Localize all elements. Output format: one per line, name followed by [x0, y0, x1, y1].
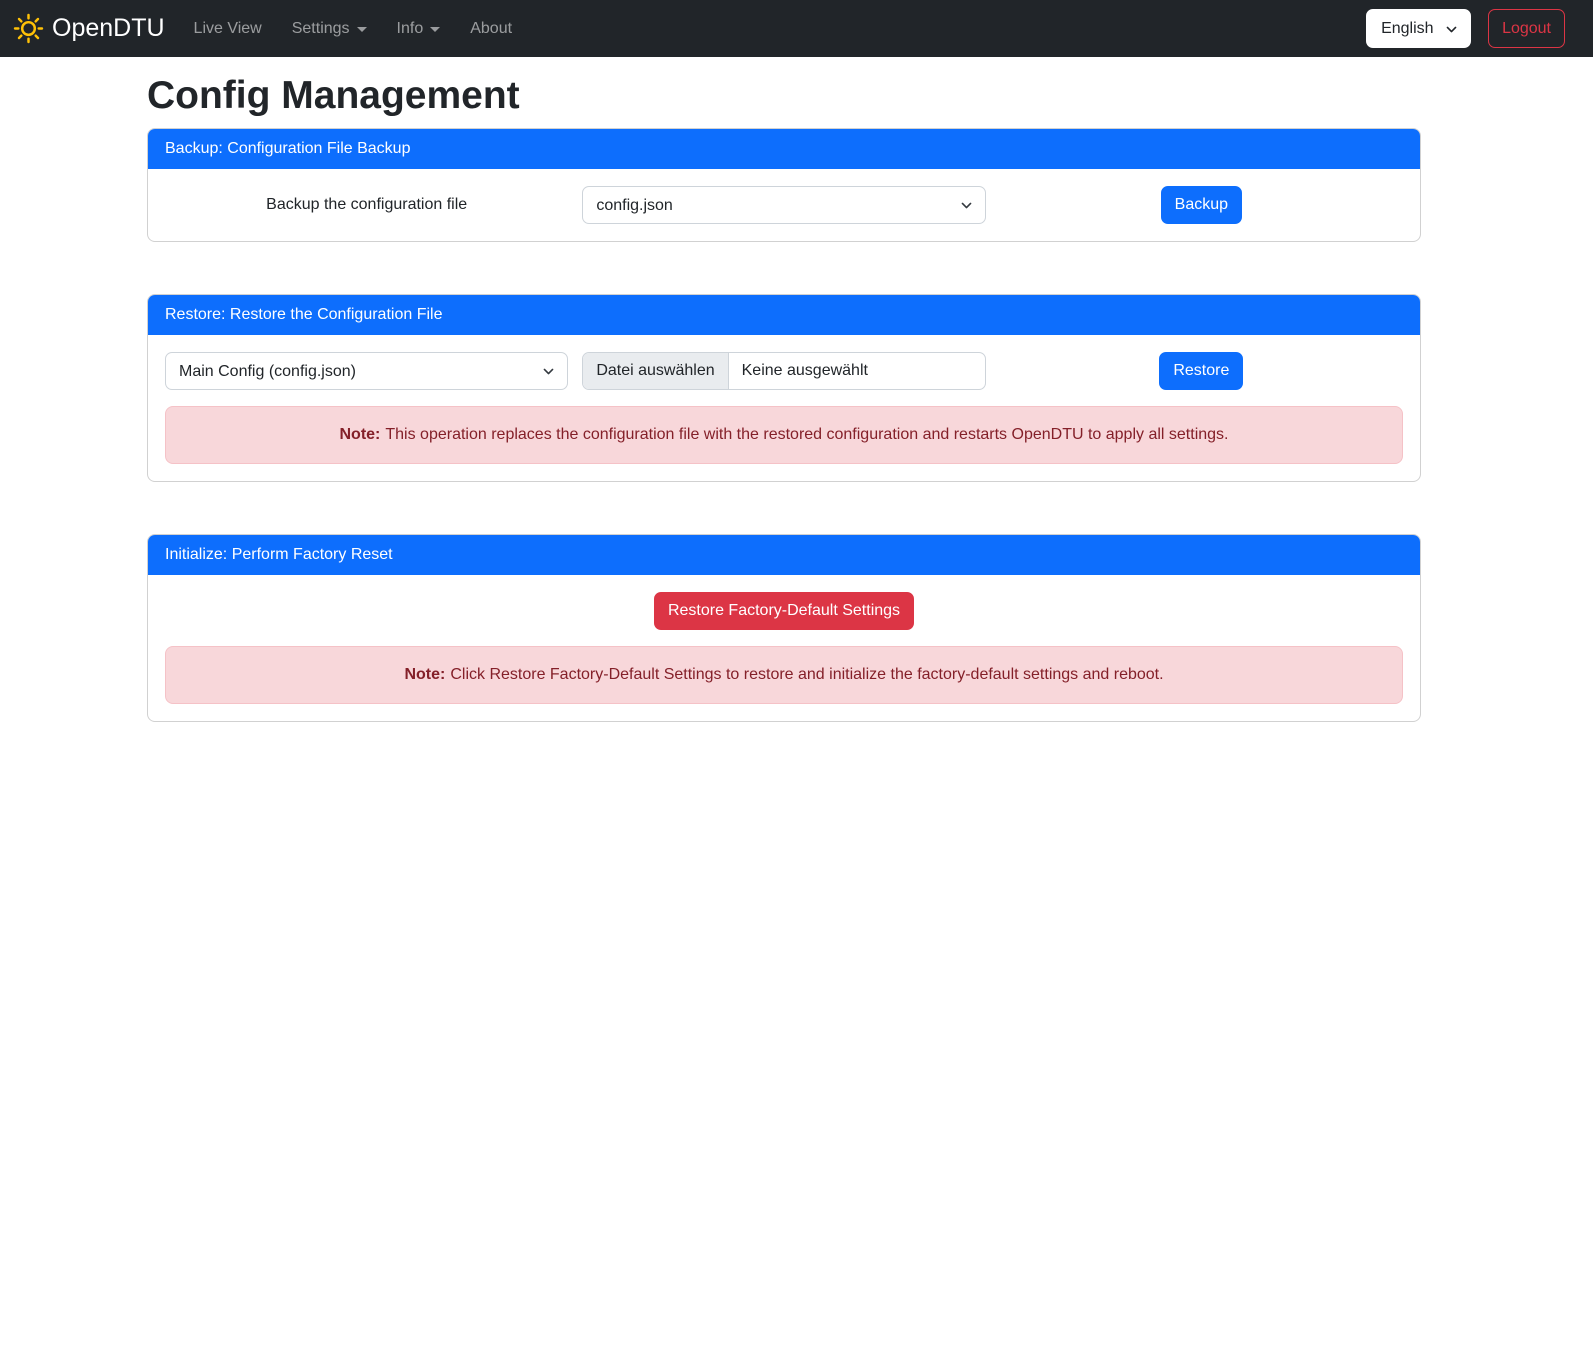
language-select[interactable] [1366, 9, 1471, 48]
backup-file-label: Backup the configuration file [266, 196, 468, 213]
backup-file-select[interactable] [582, 186, 985, 224]
factory-reset-card-header: Initialize: Perform Factory Reset [148, 535, 1420, 575]
note-text: This operation replaces the configuration file with the restored configuration and restarts OpenDTU to apply all settings. [385, 426, 1229, 443]
nav-item-live-view[interactable] [179, 12, 277, 46]
restore-card-header: Restore: Restore the Configuration File [148, 295, 1420, 335]
brand[interactable] [12, 12, 165, 45]
factory-reset-button[interactable]: Restore Factory-Default Settings [654, 592, 914, 630]
brand-label: OpenDTU [52, 14, 165, 42]
file-choose-button[interactable]: Datei auswählen [583, 353, 728, 389]
restore-button[interactable]: Restore [1159, 352, 1243, 390]
restore-card-body [148, 335, 1420, 481]
nav-links [179, 12, 528, 46]
restore-card [147, 294, 1421, 482]
dropdown-caret-icon [357, 27, 367, 32]
dropdown-caret-icon [430, 27, 440, 32]
main-container [147, 74, 1421, 722]
sun-icon [12, 12, 45, 45]
backup-card-body [148, 169, 1420, 241]
note-label: Note: [404, 666, 446, 683]
note-label: Note: [339, 426, 381, 443]
top-navbar [0, 0, 1593, 57]
nav-item-settings[interactable] [277, 12, 382, 46]
backup-card [147, 128, 1421, 242]
nav-item-label: About [470, 19, 513, 37]
nav-item-label: Info [396, 19, 424, 37]
nav-item-label: Live View [193, 19, 262, 37]
navbar-right [1366, 9, 1565, 48]
restore-config-select-wrap [165, 352, 568, 390]
factory-reset-card-body [148, 575, 1420, 721]
restore-file-input[interactable] [582, 352, 985, 390]
restore-note-alert [165, 406, 1403, 464]
nav-item-about[interactable] [455, 12, 527, 46]
factory-reset-card [147, 534, 1421, 722]
note-text: Click Restore Factory-Default Settings to restore and initialize the factory-default settings and reboot. [450, 666, 1164, 683]
factory-reset-note-alert [165, 646, 1403, 704]
backup-card-header: Backup: Configuration File Backup [148, 129, 1420, 169]
backup-button[interactable]: Backup [1161, 186, 1242, 224]
language-select-wrap [1366, 9, 1471, 48]
nav-item-info[interactable] [382, 12, 456, 46]
backup-file-select-wrap [582, 186, 985, 224]
nav-item-label: Settings [291, 19, 350, 37]
file-status-text: Keine ausgewählt [741, 362, 868, 379]
logout-button[interactable]: Logout [1488, 9, 1565, 48]
restore-config-select[interactable] [165, 352, 568, 390]
page-title: Config Management [147, 74, 520, 117]
